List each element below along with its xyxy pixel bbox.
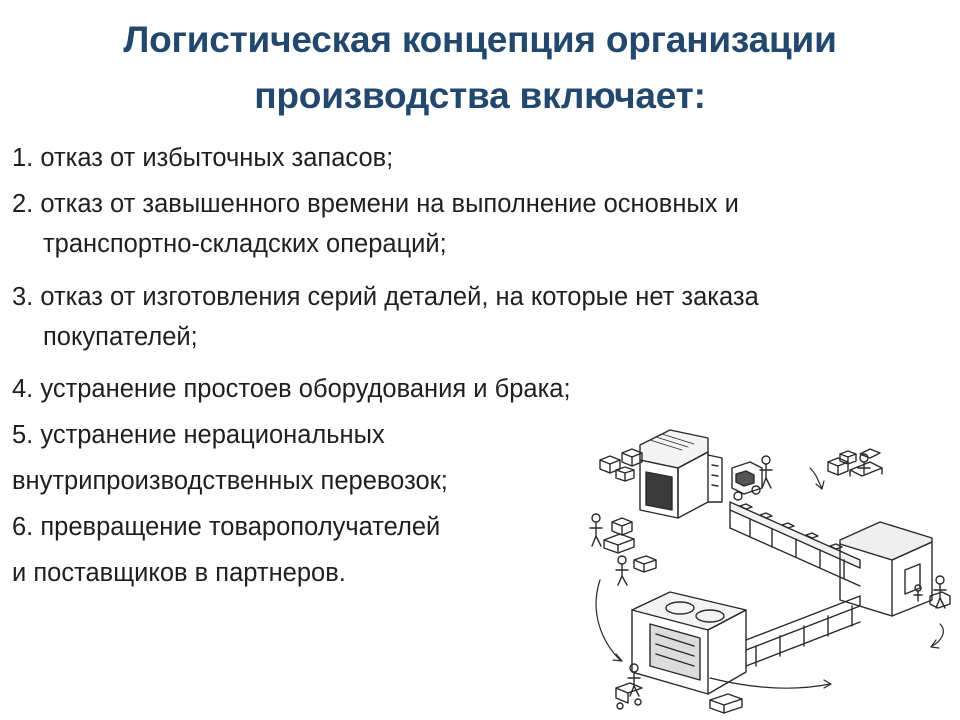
boxes-left xyxy=(600,449,642,481)
list-item-6-continuation xyxy=(12,553,346,593)
machine-bottom xyxy=(632,592,860,694)
list-item-text: 2. отказ от завышенного времени на выполнение основных и xyxy=(12,190,739,218)
building-right xyxy=(840,522,950,616)
slide-title xyxy=(0,12,960,124)
slide-title-line-1: Логистическая концепция организации xyxy=(123,19,837,60)
workers-left xyxy=(590,514,656,585)
list-item-1 xyxy=(12,138,393,178)
list-item-text: 3. отказ от изготовления серий деталей, на которые нет заказа xyxy=(12,283,759,311)
list-item-6 xyxy=(12,507,440,547)
list-item-5-continuation xyxy=(12,461,448,501)
list-item-text: и поставщиков в партнеров. xyxy=(12,559,346,587)
machine-top-left xyxy=(640,430,722,518)
list-item-2 xyxy=(12,184,739,264)
list-item-5 xyxy=(12,415,385,455)
list-item-continuation: транспортно-складских операций; xyxy=(43,230,447,258)
list-item-3 xyxy=(12,277,759,357)
list-item-text: 4. устранение простоев оборудования и брака; xyxy=(12,375,571,403)
list-item-text: 6. превращение товарополучателей xyxy=(12,513,441,541)
boxes-top-right xyxy=(828,449,882,476)
list-item-4 xyxy=(12,369,571,409)
list-item-continuation: покупателей; xyxy=(43,323,198,351)
list-item-text: внутрипроизводственных перевозок; xyxy=(12,467,448,495)
list-item-text: 5. устранение нерациональных xyxy=(12,421,385,449)
factory-logistics-illustration xyxy=(560,410,960,720)
forklift-top xyxy=(732,456,772,500)
list-item-text: 1. отказ от избыточных запасов; xyxy=(12,144,394,172)
slide-title-line-2: производства включает: xyxy=(254,75,706,116)
